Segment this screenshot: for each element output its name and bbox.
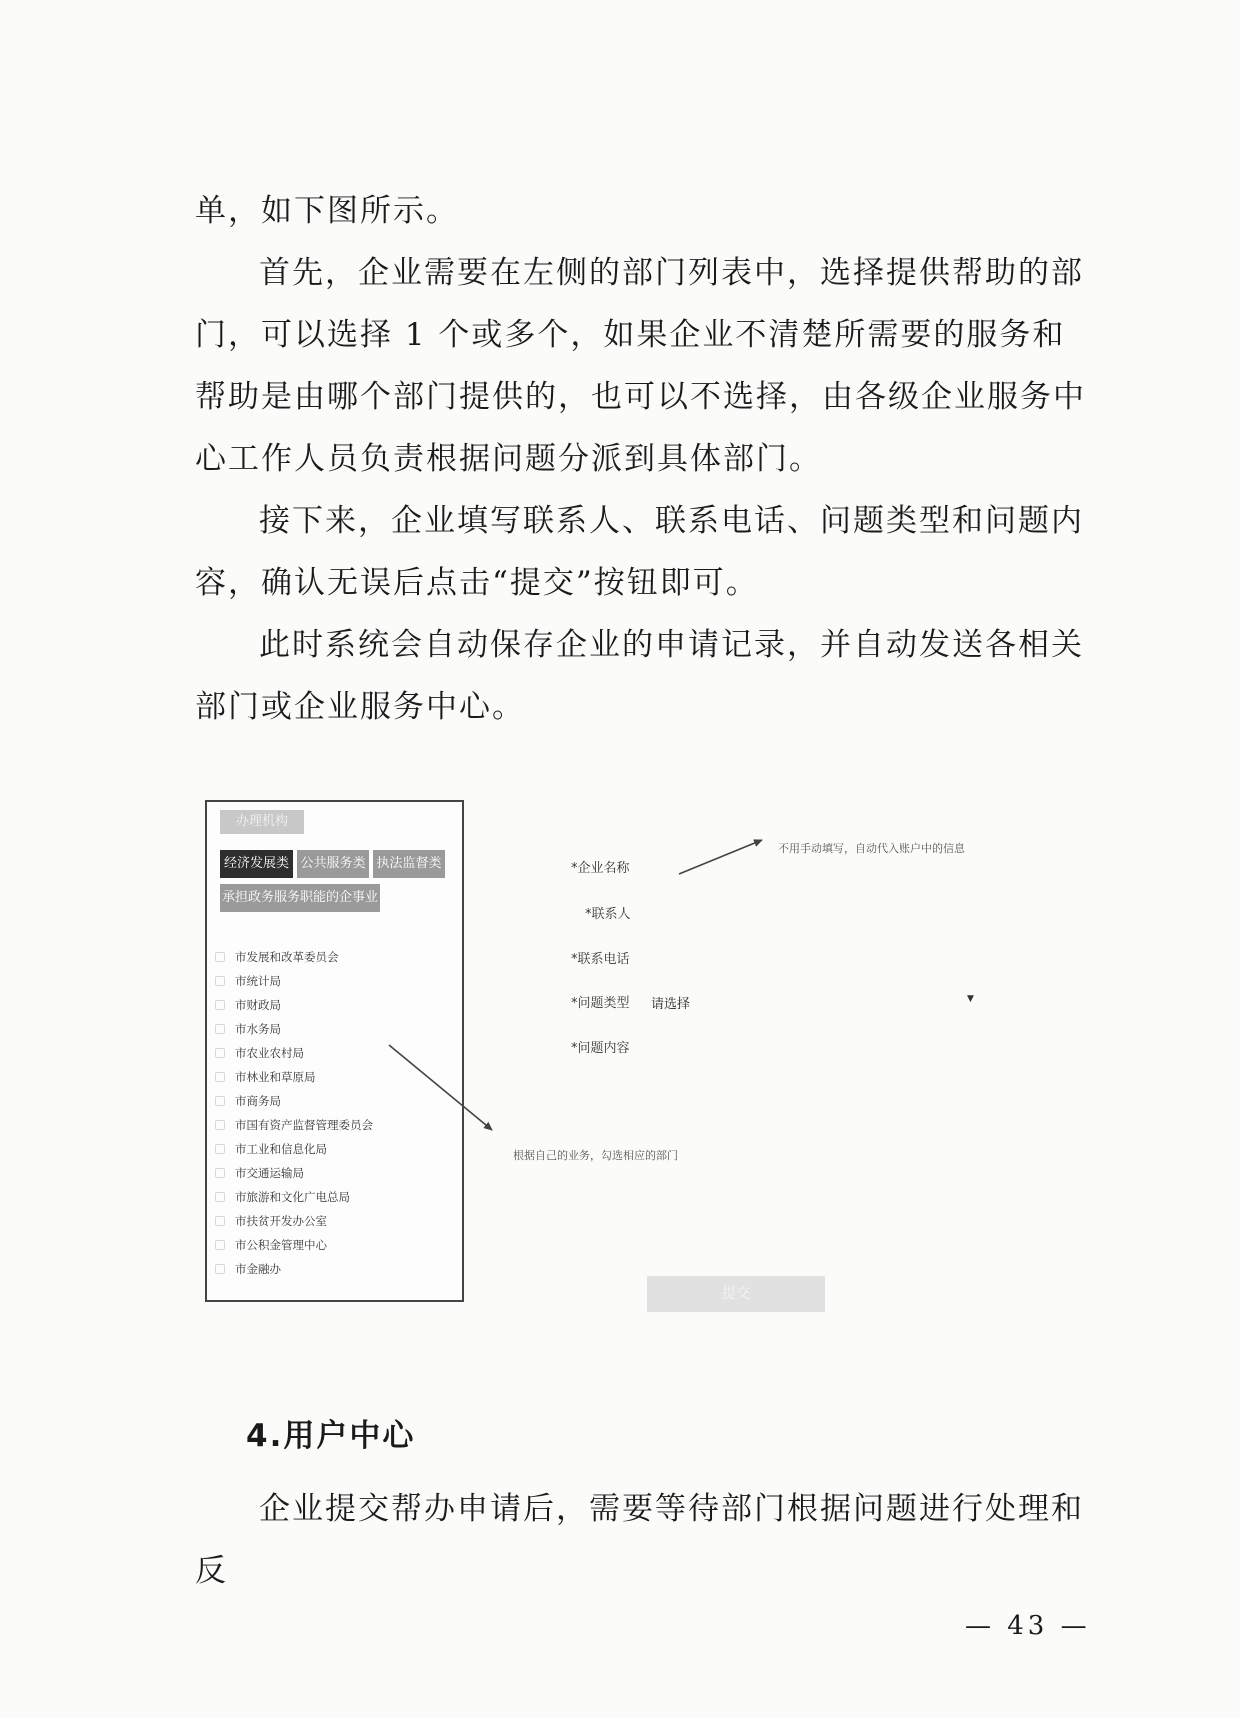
label-issue-content: *问题内容 bbox=[571, 1041, 630, 1056]
paragraph-step-fill-form: 接下来，企业填写联系人、联系电话、问题类型和问题内容，确认无误后点击“提交”按钮即可。 bbox=[195, 503, 1084, 601]
tab-economic-development[interactable]: 经济发展类 bbox=[220, 850, 293, 878]
paragraph-intro: 单，如下图所示。 bbox=[195, 193, 459, 229]
arrow-icon bbox=[389, 1045, 492, 1130]
department-item[interactable]: 市交通运输局 bbox=[215, 1161, 373, 1185]
department-item[interactable]: 市工业和信息化局 bbox=[215, 1137, 373, 1161]
label-contact-phone: *联系电话 bbox=[571, 952, 630, 967]
tab-law-enforcement[interactable]: 执法监督类 bbox=[373, 850, 445, 878]
help-request-form-screenshot bbox=[195, 800, 1065, 1330]
department-item[interactable]: 市旅游和文化广电总局 bbox=[215, 1185, 373, 1209]
department-item[interactable]: 市商务局 bbox=[215, 1089, 373, 1113]
tab-public-service[interactable]: 公共服务类 bbox=[297, 850, 369, 878]
note-select-department: 根据自己的业务，勾选相应的部门 bbox=[513, 1149, 678, 1162]
chevron-down-icon[interactable]: ▼ bbox=[967, 994, 974, 1004]
department-item[interactable]: 市水务局 bbox=[215, 1017, 373, 1041]
department-item[interactable]: 市林业和草原局 bbox=[215, 1065, 373, 1089]
note-auto-fill: 不用手动填写，自动代入账户中的信息 bbox=[778, 842, 965, 855]
label-issue-type: *问题类型 bbox=[571, 996, 630, 1011]
page-number: — 43 — bbox=[965, 1611, 1091, 1641]
department-item[interactable]: 市国有资产监督管理委员会 bbox=[215, 1113, 373, 1137]
department-item[interactable]: 市扶贫开发办公室 bbox=[215, 1209, 373, 1233]
arrow-icon bbox=[679, 840, 762, 874]
label-company-name: *企业名称 bbox=[571, 861, 630, 876]
section-heading: 4.用户中心 bbox=[246, 1418, 416, 1454]
department-item[interactable]: 市财政局 bbox=[215, 993, 373, 1017]
issue-type-select[interactable]: 请选择 bbox=[651, 997, 691, 1012]
department-item[interactable]: 市金融办 bbox=[215, 1257, 373, 1281]
paragraph-step-select-department: 首先，企业需要在左侧的部门列表中，选择提供帮助的部门，可以选择 1 个或多个，如果企业不清楚所需要的服务和帮助是由哪个部门提供的，也可以不选择，由各级企业服务中心工作人员负责根据问题分派到具体部门。 bbox=[195, 255, 1086, 477]
paragraph-auto-save: 此时系统会自动保存企业的申请记录，并自动发送各相关部门或企业服务中心。 bbox=[195, 627, 1084, 725]
annotation-arrows bbox=[195, 800, 1065, 1330]
paragraph-user-center: 企业提交帮办申请后，需要等待部门根据问题进行处理和反 bbox=[195, 1491, 1084, 1589]
tab-public-institutions[interactable]: 承担政务服务职能的企事业 bbox=[220, 884, 380, 912]
department-item[interactable]: 市农业农村局 bbox=[215, 1041, 373, 1065]
submit-button[interactable]: 提交 bbox=[647, 1276, 825, 1312]
panel-title: 办理机构 bbox=[220, 810, 304, 834]
department-item[interactable]: 市发展和改革委员会 bbox=[215, 945, 373, 969]
department-item[interactable]: 市公积金管理中心 bbox=[215, 1233, 373, 1257]
label-contact-person: *联系人 bbox=[585, 907, 631, 922]
department-item[interactable]: 市统计局 bbox=[215, 969, 373, 993]
